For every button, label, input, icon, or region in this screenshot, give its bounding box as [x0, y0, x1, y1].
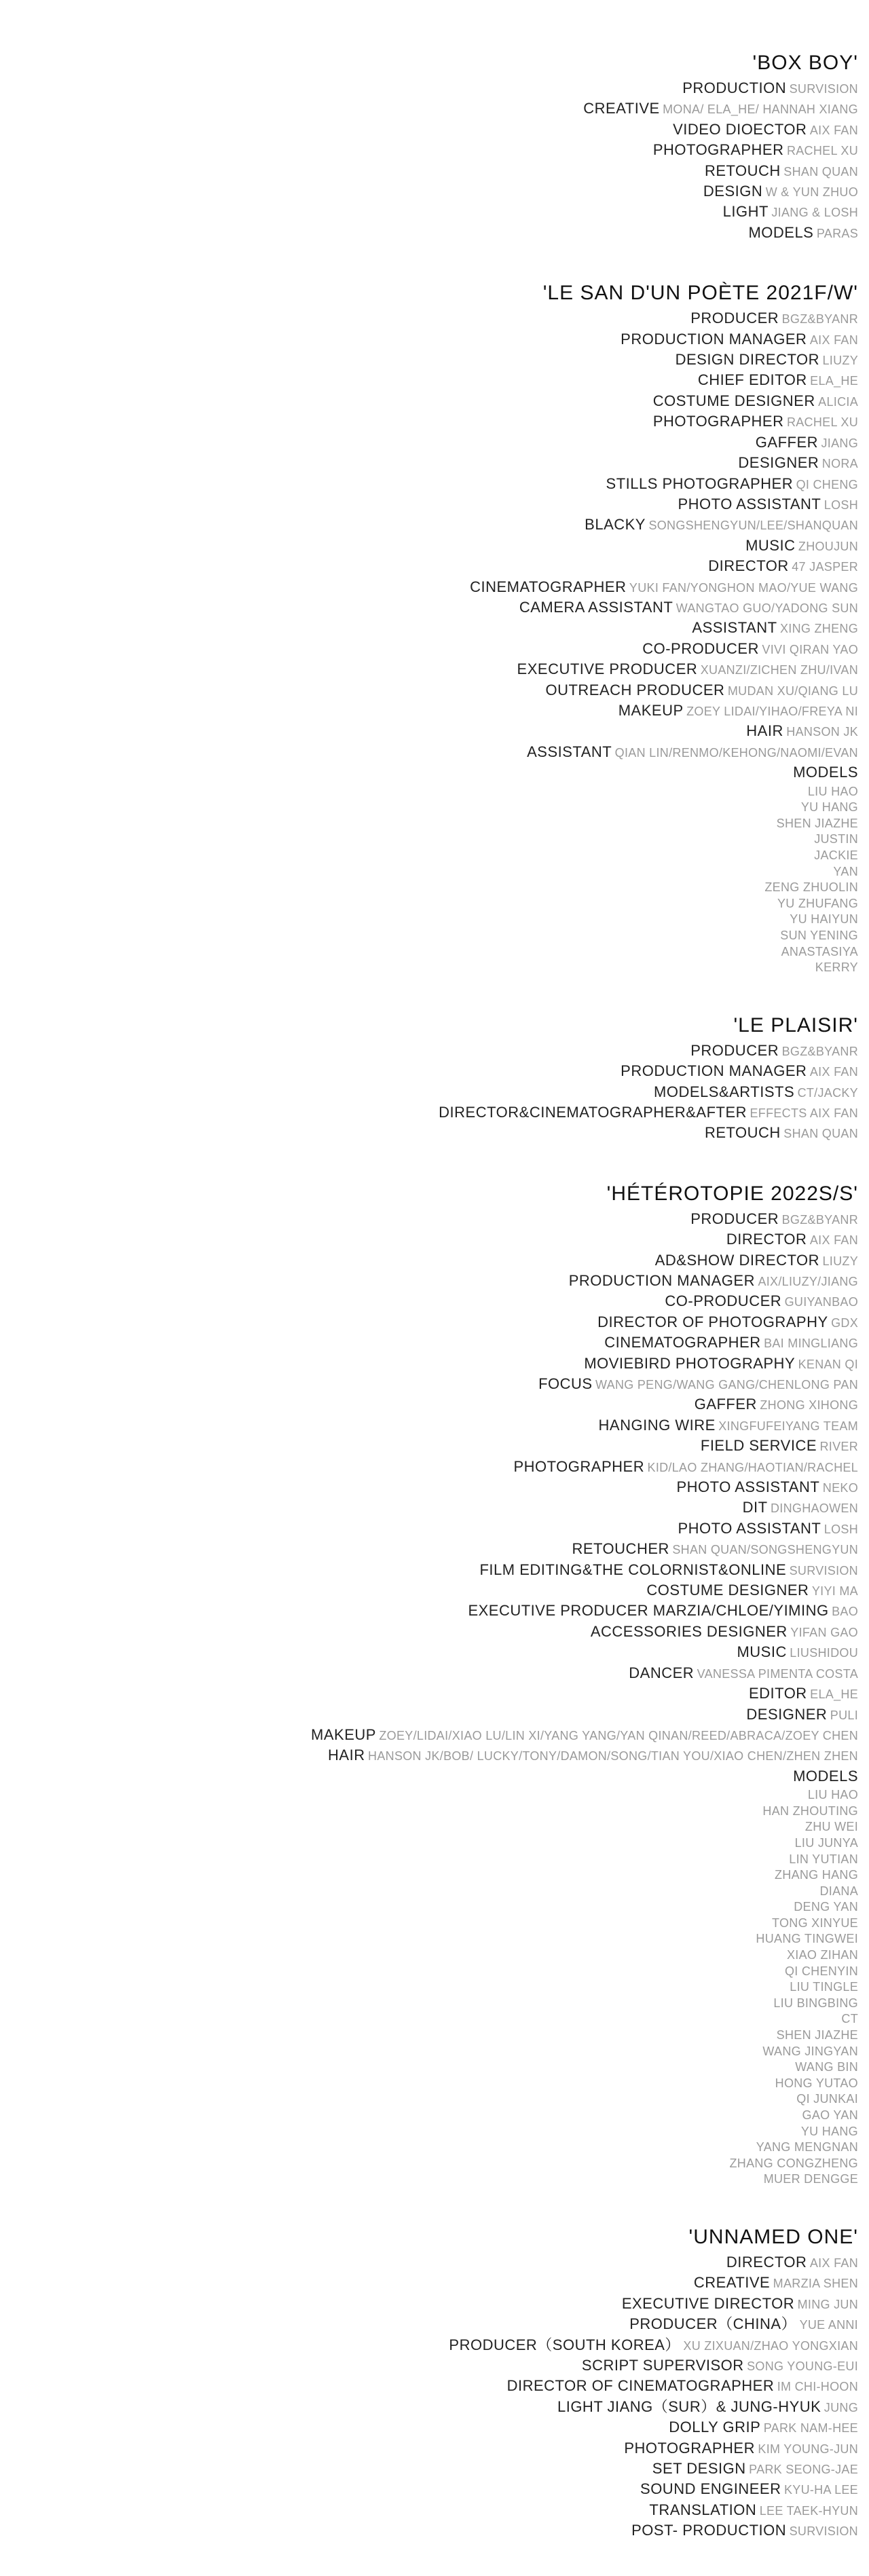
model-name: JACKIE — [814, 848, 858, 862]
credit-role: RETOUCHER — [572, 1540, 669, 1558]
model-name: WANG BIN — [795, 2060, 858, 2074]
model-name: QI CHENYIN — [784, 1964, 858, 1978]
credit-names: JIANG — [821, 436, 858, 450]
credit-line — [16, 1767, 858, 1787]
credit-role: DIRECTOR&CINEMATOGRAPHER&AFTER — [439, 1103, 747, 1121]
credit-role: PHOTOGRAPHER — [652, 141, 784, 159]
credit-names: DINGHAOWEN — [771, 1501, 858, 1516]
model-name: YAN — [833, 864, 858, 878]
credit-role: EXECUTIVE PRODUCER MARZIA/CHLOE/YIMING — [468, 1602, 829, 1620]
credit-line — [16, 2397, 858, 2418]
credit-role: DIRECTOR — [708, 557, 789, 575]
credit-line — [16, 1083, 858, 1103]
model-name: HAN ZHOUTING — [762, 1804, 858, 1818]
credit-line — [16, 701, 858, 722]
credit-names: LIUZY — [822, 354, 858, 368]
credit-names: SURVISION — [789, 1563, 858, 1578]
credit-names: PULI — [830, 1708, 858, 1722]
credit-role: MODELS — [793, 1767, 858, 1785]
credit-role: ACCESSORIES DESIGNER — [590, 1622, 788, 1640]
credit-names: BAI MINGLIANG — [764, 1337, 858, 1351]
credit-section — [16, 278, 858, 975]
credit-names: QI CHENG — [796, 477, 858, 491]
model-name: CT — [841, 2012, 858, 2026]
credit-names: NEKO — [822, 1481, 858, 1495]
credit-names: AIX FAN — [809, 1233, 858, 1248]
credit-role: MOVIEBIRD PHOTOGRAPHY — [584, 1354, 796, 1372]
credit-line — [16, 1251, 858, 1271]
credit-line — [16, 371, 858, 391]
credit-role: DIRECTOR — [726, 2253, 807, 2271]
credit-role: VIDEO DIOECTOR — [673, 120, 807, 138]
model-name: LIN YUTIAN — [789, 1852, 858, 1866]
credit-line — [16, 639, 858, 660]
credit-role: MUSIC — [737, 1643, 787, 1661]
section-title: 'LE SAN D'UN POÈTE 2021F/W' — [542, 282, 858, 305]
credit-line — [16, 202, 858, 223]
credit-role: CINEMATOGRAPHER — [604, 1334, 761, 1351]
credit-role: COSTUME DESIGNER — [652, 392, 815, 409]
model-name: ZHU WEI — [805, 1820, 858, 1834]
credit-role: CHIEF EDITOR — [697, 371, 807, 389]
credit-role: CREATIVE — [583, 100, 660, 117]
model-name: DENG YAN — [794, 1900, 858, 1914]
credit-names: PARK SEONG-JAE — [749, 2463, 858, 2477]
credit-names: XU ZIXUAN/ZHAO YONGXIAN — [683, 2338, 858, 2353]
credit-role: MAKEUP — [311, 1725, 376, 1743]
credit-role: PHOTOGRAPHER — [652, 413, 784, 430]
credit-role: PRODUCTION MANAGER — [621, 1062, 807, 1080]
credit-role: DESIGNER — [746, 1705, 828, 1723]
credit-names: SONGSHENGYUN/LEE/SHANQUAN — [648, 519, 858, 533]
credit-role: PRODUCER — [690, 1041, 779, 1059]
credit-line — [16, 162, 858, 182]
credit-line — [16, 2253, 858, 2273]
credit-names: ZOEY/LIDAI/XIAO LU/LIN XI/YANG YANG/YAN QINAN/REED/ABRACA/ZOEY CHEN — [379, 1728, 858, 1742]
credit-line — [16, 2294, 858, 2315]
credit-line — [16, 1354, 858, 1375]
credit-line — [16, 515, 858, 536]
credit-names: LOSH — [824, 1522, 858, 1536]
credit-role: SCRIPT SUPERVISOR — [581, 2357, 744, 2374]
credit-role: ASSISTANT — [527, 743, 612, 760]
credit-role: PRODUCTION MANAGER — [621, 330, 807, 348]
credit-names: AIX FAN — [809, 333, 858, 347]
credit-role: DIRECTOR OF CINEMATOGRAPHER — [506, 2377, 775, 2395]
credit-line — [16, 474, 858, 495]
credit-line — [16, 1643, 858, 1663]
model-name: MUER DENGGE — [763, 2172, 858, 2186]
credit-line — [16, 2273, 858, 2294]
credit-role: OUTREACH PRODUCER — [545, 681, 725, 698]
credit-line — [16, 1375, 858, 1395]
credit-line — [16, 1601, 858, 1622]
credit-line — [16, 578, 858, 598]
credit-names: AIX FAN — [809, 2256, 858, 2270]
credit-line — [16, 1457, 858, 1478]
credit-names: SONG YOUNG-EUI — [747, 2359, 858, 2373]
credit-line — [16, 120, 858, 141]
credit-role: DIRECTOR OF PHOTOGRAPHY — [597, 1313, 828, 1330]
credit-role: PRODUCTION MANAGER — [568, 1271, 755, 1289]
credit-line — [16, 453, 858, 474]
model-name: YU ZHUFANG — [777, 896, 858, 910]
credit-line — [16, 1746, 858, 1766]
credit-role: EXECUTIVE PRODUCER — [517, 660, 698, 678]
credit-names: PARAS — [816, 226, 858, 240]
credit-role: PRODUCER — [690, 1210, 779, 1227]
credit-names: JUNG — [824, 2400, 858, 2414]
credit-line — [16, 1478, 858, 1498]
credit-names: MUDAN XU/QIANG LU — [727, 684, 858, 698]
credit-line — [16, 722, 858, 742]
model-name: YU HANG — [800, 800, 858, 815]
credit-names: YUKI FAN/YONGHON MAO/YUE WANG — [629, 580, 858, 595]
credit-names: SURVISION — [789, 2524, 858, 2539]
credit-role: POST- PRODUCTION — [631, 2522, 787, 2539]
credit-role: LIGHT — [722, 203, 769, 221]
model-name: LIU TINGLE — [790, 1980, 858, 1994]
credit-names: HANSON JK — [786, 725, 858, 739]
credit-section — [16, 1010, 858, 1144]
credit-line — [16, 99, 858, 119]
credit-line — [16, 1705, 858, 1725]
credit-role: MAKEUP — [618, 701, 684, 719]
credit-role: CO-PRODUCER — [642, 639, 759, 657]
credit-line — [16, 1622, 858, 1643]
credit-names: MONA/ ELA_HE/ HANNAH XIANG — [663, 102, 858, 117]
credit-line — [16, 1123, 858, 1144]
credit-role: RETOUCH — [704, 1124, 781, 1142]
credit-role: LIGHT JIANG（SUR）& JUNG-HYUK — [557, 2397, 821, 2415]
credit-names: VIVI QIRAN YAO — [762, 642, 858, 656]
model-name: LIU HAO — [807, 784, 858, 798]
credit-names: EFFECTS AIX FAN — [750, 1106, 858, 1120]
credit-names: WANGTAO GUO/YADONG SUN — [676, 601, 858, 615]
credit-names: XING ZHENG — [779, 622, 858, 636]
model-name: XIAO ZIHAN — [786, 1948, 858, 1962]
credit-line — [16, 309, 858, 329]
credit-role: AD&SHOW DIRECTOR — [654, 1251, 820, 1269]
credit-names: ZHONG XIHONG — [760, 1398, 858, 1413]
credit-line — [16, 1664, 858, 1684]
credit-line — [16, 2459, 858, 2480]
section-title: 'UNNAMED ONE' — [688, 2225, 858, 2248]
credits-list — [16, 48, 858, 2576]
credit-role: CINEMATOGRAPHER — [470, 578, 627, 595]
model-name: JUSTIN — [814, 832, 858, 846]
credit-names: PARK NAM-HEE — [763, 2421, 858, 2435]
model-name: YU HAIYUN — [790, 912, 858, 927]
credit-line — [16, 433, 858, 453]
credit-role: CAMERA ASSISTANT — [519, 598, 673, 616]
credit-names: SHAN QUAN — [783, 164, 858, 179]
model-name: LIU BINGBING — [773, 1996, 858, 2010]
credit-line — [16, 2315, 858, 2335]
credit-role: PRODUCER — [690, 310, 779, 327]
credit-names: RACHEL XU — [786, 144, 858, 158]
model-name: DIANA — [819, 1884, 858, 1898]
model-name: TONG XINYUE — [772, 1916, 858, 1930]
credit-line — [16, 681, 858, 701]
model-name: SHEN JIAZHE — [776, 2028, 858, 2042]
credit-line — [16, 1725, 858, 1746]
model-name: WANG JINGYAN — [762, 2044, 858, 2058]
credit-names: AIX FAN — [809, 1065, 858, 1079]
model-name: SUN YENING — [780, 928, 858, 942]
credit-names: CT/JACKY — [797, 1085, 858, 1100]
section-title: 'HÉTÉROTOPIE 2022S/S' — [606, 1182, 858, 1205]
credit-line — [16, 1062, 858, 1082]
credit-line — [16, 598, 858, 618]
credit-role: COSTUME DESIGNER — [646, 1582, 809, 1599]
credit-names: BAO — [832, 1605, 858, 1619]
credit-line — [16, 1519, 858, 1539]
credit-role: FOCUS — [538, 1375, 593, 1392]
credit-names: LOSH — [824, 498, 858, 512]
credit-role: CO-PRODUCER — [665, 1292, 782, 1310]
credit-names: QIAN LIN/RENMO/KEHONG/NAOMI/EVAN — [614, 745, 858, 760]
credit-role: STILLS PHOTOGRAPHER — [606, 474, 794, 492]
model-name: KERRY — [815, 960, 858, 975]
credit-role: PHOTOGRAPHER — [624, 2439, 755, 2457]
model-name: GAO YAN — [802, 2108, 858, 2122]
credit-names: GUIYANBAO — [784, 1295, 858, 1309]
credit-line — [16, 1416, 858, 1436]
credit-line — [16, 1561, 858, 1581]
credit-names: RIVER — [819, 1440, 858, 1454]
credit-line — [16, 1230, 858, 1250]
credit-names: LIUSHIDOU — [790, 1646, 858, 1660]
credit-names: YUE ANNI — [799, 2318, 858, 2332]
credit-role: CREATIVE — [693, 2274, 771, 2292]
credit-names: AIX FAN — [809, 123, 858, 137]
credit-line — [16, 182, 858, 202]
model-name: HUANG TINGWEI — [756, 1932, 858, 1946]
credit-line — [16, 1333, 858, 1354]
credit-role: PRODUCER（SOUTH KOREA） — [449, 2336, 680, 2353]
credit-role: PHOTO ASSISTANT — [678, 495, 821, 512]
model-name: ZHANG CONGZHENG — [729, 2156, 858, 2170]
credit-names: BGZ&BYANR — [781, 1044, 858, 1058]
credit-line — [16, 2418, 858, 2438]
credit-names: VANESSA PIMENTA COSTA — [697, 1666, 858, 1681]
credit-names: KENAN QI — [798, 1357, 858, 1371]
credit-names: JIANG & LOSH — [771, 206, 858, 220]
credit-role: ASSISTANT — [692, 619, 777, 637]
credit-section — [16, 48, 858, 244]
credit-role: DESIGN DIRECTOR — [675, 351, 820, 369]
credit-names: XUANZI/ZICHEN ZHU/IVAN — [700, 663, 858, 677]
credit-names: WANG PENG/WANG GANG/CHENLONG PAN — [595, 1378, 858, 1392]
credit-line — [16, 79, 858, 99]
credit-role: MODELS&ARTISTS — [654, 1083, 795, 1100]
credit-role: EDITOR — [748, 1685, 807, 1702]
credit-role: DIRECTOR — [726, 1231, 807, 1248]
credit-names: HANSON JK/BOB/ LUCKY/TONY/DAMON/SONG/TIAN YOU/XIAO CHEN/ZHEN ZHEN — [368, 1749, 858, 1763]
credit-role: DESIGN — [703, 183, 763, 200]
credit-line — [16, 495, 858, 515]
credit-role: MODELS — [748, 223, 814, 241]
credit-line — [16, 660, 858, 680]
credit-line — [16, 2521, 858, 2541]
credit-line — [16, 1313, 858, 1333]
credit-line — [16, 2376, 858, 2397]
credit-line — [16, 1436, 858, 1457]
credit-names: KYU-HA LEE — [783, 2483, 858, 2497]
model-name: SHEN JIAZHE — [776, 816, 858, 830]
credit-line — [16, 618, 858, 639]
credit-line — [16, 1041, 858, 1062]
credit-names: ALICIA — [818, 394, 858, 409]
credit-role: PHOTO ASSISTANT — [678, 1519, 821, 1537]
credit-role: SOUND ENGINEER — [640, 2480, 781, 2498]
credit-line — [16, 330, 858, 350]
credit-line — [16, 2439, 858, 2459]
credit-line — [16, 763, 858, 783]
credit-names: MING JUN — [797, 2297, 858, 2311]
credit-names: KID/LAO ZHANG/HAOTIAN/RACHEL — [647, 1460, 858, 1474]
credit-line — [16, 1210, 858, 1230]
credit-names: KIM YOUNG-JUN — [758, 2442, 858, 2456]
credit-role: GAFFER — [755, 433, 819, 451]
credit-role: FIELD SERVICE — [700, 1437, 817, 1455]
credit-names: MARZIA SHEN — [773, 2277, 858, 2291]
credit-line — [16, 223, 858, 244]
credit-section — [16, 1178, 858, 2188]
credit-names: GDX — [831, 1315, 858, 1330]
credit-line — [16, 2336, 858, 2356]
credit-line — [16, 2480, 858, 2500]
credit-line — [16, 1498, 858, 1518]
credit-names: BGZ&BYANR — [781, 1212, 858, 1227]
credit-line — [16, 1539, 858, 1560]
model-name: ZENG ZHUOLIN — [764, 880, 858, 895]
credit-role: FILM EDITING&THE COLORNIST&ONLINE — [479, 1561, 787, 1578]
credit-names: XINGFUFEIYANG TEAM — [718, 1419, 858, 1433]
credit-role: DANCER — [629, 1664, 695, 1681]
section-title: 'LE PLAISIR' — [733, 1013, 858, 1037]
credit-role: RETOUCH — [704, 162, 781, 179]
model-name: ZHANG HANG — [774, 1868, 858, 1882]
credit-role: HAIR — [746, 722, 783, 740]
credit-line — [16, 1395, 858, 1415]
model-name: ANASTASIYA — [781, 944, 858, 958]
credit-names: IM CHI-HOON — [777, 2380, 858, 2394]
credit-names: NORA — [821, 457, 858, 471]
credit-section — [16, 2222, 858, 2542]
model-name: LIU HAO — [807, 1788, 858, 1802]
credit-names: YIFAN GAO — [790, 1625, 858, 1639]
credit-names: BGZ&BYANR — [781, 312, 858, 326]
credit-role: BLACKY — [585, 516, 646, 534]
credit-names: ELA_HE — [810, 374, 858, 388]
credit-role: HAIR — [328, 1747, 365, 1764]
credit-line — [16, 141, 858, 161]
credit-role: EXECUTIVE DIRECTOR — [621, 2294, 795, 2312]
model-name: QI JUNKAI — [796, 2092, 858, 2106]
model-name: LIU JUNYA — [794, 1835, 858, 1850]
credit-line — [16, 2501, 858, 2521]
credit-names: ZOEY LIDAI/YIHAO/FREYA NI — [686, 704, 858, 718]
credit-line — [16, 743, 858, 763]
credit-line — [16, 1292, 858, 1312]
credit-role: GAFFER — [694, 1396, 757, 1413]
credit-line — [16, 350, 858, 371]
credit-role: DOLLY GRIP — [669, 2419, 761, 2436]
credit-names: ELA_HE — [810, 1687, 858, 1702]
credit-names: SHAN QUAN/SONGSHENGYUN — [672, 1543, 858, 1557]
credit-role: HANGING WIRE — [598, 1416, 716, 1434]
credit-role: SET DESIGN — [652, 2460, 746, 2478]
credit-role: TRANSLATION — [649, 2501, 757, 2518]
credit-names: SHAN QUAN — [783, 1127, 858, 1141]
credit-line — [16, 2356, 858, 2376]
model-name: HONG YUTAO — [775, 2076, 858, 2090]
credit-role: PHOTO ASSISTANT — [676, 1478, 820, 1496]
model-name: YANG MENGNAN — [756, 2140, 858, 2154]
credit-line — [16, 1103, 858, 1123]
credit-role: PRODUCTION — [682, 79, 787, 96]
credit-role: DESIGNER — [738, 454, 819, 472]
credit-role: DIT — [742, 1499, 768, 1516]
credit-names: YIYI MA — [811, 1584, 858, 1599]
credit-names: AIX/LIUZY/JIANG — [758, 1274, 858, 1288]
section-title: 'BOX BOY' — [752, 52, 858, 74]
credit-line — [16, 392, 858, 412]
credit-names: W & YUN ZHUO — [765, 185, 858, 200]
credit-role: MODELS — [793, 764, 858, 781]
model-name: YU HANG — [800, 2124, 858, 2138]
credit-line — [16, 1581, 858, 1601]
credit-names: RACHEL XU — [786, 415, 858, 430]
credit-names: LEE TAEK-HYUN — [759, 2503, 858, 2518]
credit-line — [16, 412, 858, 432]
credit-names: ZHOUJUN — [798, 539, 858, 553]
credit-role: PHOTOGRAPHER — [513, 1457, 645, 1475]
credit-line — [16, 1684, 858, 1704]
credit-names: LIUZY — [822, 1254, 858, 1268]
credit-role: PRODUCER（CHINA） — [629, 2315, 797, 2333]
credit-names: SURVISION — [789, 82, 858, 96]
credit-role: MUSIC — [745, 536, 796, 554]
credit-line — [16, 557, 858, 577]
credit-line — [16, 536, 858, 557]
credit-names: 47 JASPER — [792, 560, 858, 574]
credit-line — [16, 1271, 858, 1292]
